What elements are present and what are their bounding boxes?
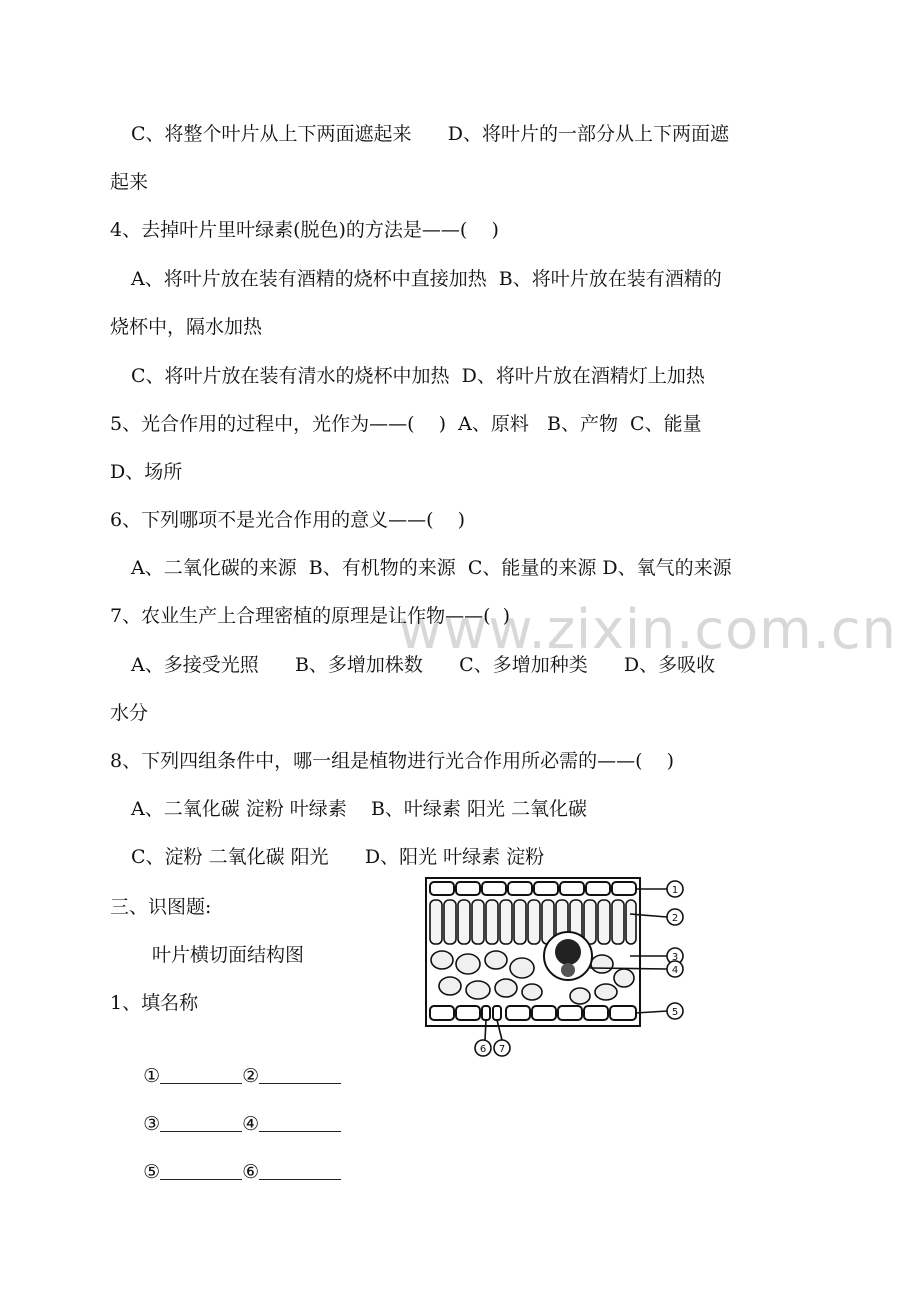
q4-option-b-cont: 烧杯中，隔水加热	[110, 316, 263, 338]
blank-label: ③	[143, 1113, 161, 1135]
blank-label: ①	[143, 1065, 161, 1087]
figure-label-6: 6	[479, 1044, 487, 1055]
figure-label-2: 2	[671, 913, 679, 924]
figure-label-7: 7	[498, 1044, 506, 1055]
question-7: 7、农业生产上合理密植的原理是让作物——( )	[110, 605, 510, 627]
q6-options: A、二氧化碳的来源 B、有机物的来源 C、能量的来源 D、氧气的来源	[131, 557, 732, 579]
q7-options: A、多接受光照 B、多增加株数 C、多增加种类 D、多吸收	[131, 654, 716, 676]
blank-label: ④	[242, 1113, 260, 1135]
upper-epidermis	[430, 882, 636, 895]
palisade-layer	[430, 900, 636, 944]
watermark: www.zixin.com.cn	[398, 598, 897, 661]
q3-option-cd: C、将整个叶片从上下两面遮起来 D、将叶片的一部分从上下两面遮	[131, 123, 730, 145]
q3-option-d-cont: 起来	[110, 171, 149, 193]
leaf-cross-section-diagram	[420, 872, 690, 1067]
spongy-layer	[431, 951, 634, 1004]
blank-label: ⑤	[143, 1161, 161, 1183]
blank-label: ②	[242, 1065, 260, 1087]
lower-epidermis	[430, 1006, 636, 1020]
q4-option-cd: C、将叶片放在装有清水的烧杯中加热 D、将叶片放在酒精灯上加热	[131, 365, 705, 387]
figure-label-1: 1	[671, 885, 679, 896]
blank-row-3	[131, 1136, 341, 1184]
question-8: 8、下列四组条件中，哪一组是植物进行光合作用所必需的——( )	[110, 750, 675, 772]
question-4: 4、去掉叶片里叶绿素(脱色)的方法是——( )	[110, 219, 499, 241]
blank-label: ⑥	[242, 1161, 260, 1183]
section-3-title: 三、识图题:	[110, 896, 212, 918]
vein	[544, 932, 592, 980]
q8-option-cd: C、淀粉 二氧化碳 阳光 D、阳光 叶绿素 淀粉	[131, 846, 545, 868]
blank-field[interactable]	[160, 1113, 242, 1132]
blank-field[interactable]	[160, 1065, 242, 1084]
q8-option-ab: A、二氧化碳 淀粉 叶绿素 B、叶绿素 阳光 二氧化碳	[131, 798, 588, 820]
blank-field[interactable]	[259, 1161, 341, 1180]
blank-field[interactable]	[160, 1161, 242, 1180]
blank-row-1	[131, 1040, 341, 1088]
q7-option-d-cont: 水分	[110, 702, 149, 724]
figure-caption: 叶片横切面结构图	[152, 944, 305, 966]
figure-label-4: 4	[671, 965, 679, 976]
question-5: 5、光合作用的过程中，光作为——( ) A、原料 B、产物 C、能量	[110, 413, 702, 435]
question-6: 6、下列哪项不是光合作用的意义——( )	[110, 509, 466, 531]
fill-names-title: 1、填名称	[110, 992, 199, 1014]
q4-option-ab: A、将叶片放在装有酒精的烧杯中直接加热 B、将叶片放在装有酒精的	[131, 268, 722, 290]
blank-field[interactable]	[259, 1113, 341, 1132]
blank-field[interactable]	[259, 1065, 341, 1084]
figure-label-5: 5	[671, 1007, 679, 1018]
blank-row-2	[131, 1088, 341, 1136]
q5-option-d: D、场所	[110, 461, 183, 483]
figure-label-3: 3	[671, 952, 679, 963]
